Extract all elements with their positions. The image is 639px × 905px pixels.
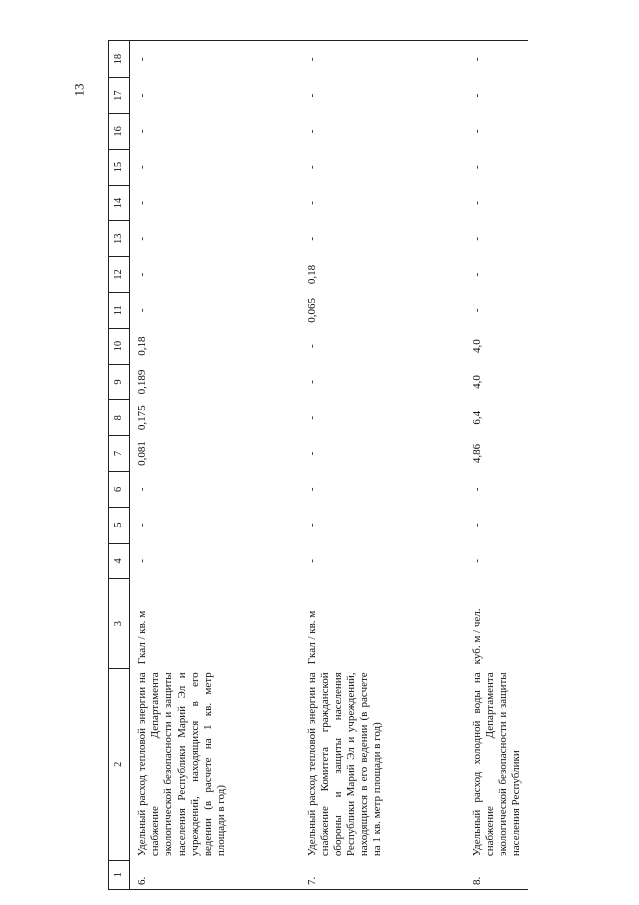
header-cell: 13 — [109, 221, 130, 257]
header-cell: 2 — [109, 668, 130, 860]
value-cell: - — [470, 308, 483, 313]
header-cell: 17 — [109, 78, 130, 114]
value-cell: - — [305, 165, 318, 169]
value-cell: - — [305, 451, 318, 456]
value-cell: - — [305, 344, 318, 348]
header-row — [109, 41, 130, 890]
header-cell: 10 — [109, 328, 130, 364]
value-cell: - — [136, 201, 148, 205]
value-cell: - — [136, 308, 148, 313]
value-cell: - — [136, 523, 148, 527]
value-cell: 4,86 — [470, 443, 483, 464]
value-cell: - — [470, 487, 483, 492]
value-cell: - — [305, 236, 318, 241]
header-cell: 3 — [109, 579, 130, 669]
row-number: 7. — [300, 860, 465, 889]
value-cell: - — [136, 93, 148, 98]
header-cell: 5 — [109, 507, 130, 543]
value-cell: - — [465, 41, 529, 78]
value-cell: - — [470, 236, 483, 241]
row-number: 8. — [465, 860, 529, 889]
unit: Гкал / кв. м — [305, 610, 318, 665]
unit: Гкал / кв. м — [136, 610, 148, 665]
value-cell: - — [470, 201, 483, 205]
value-cell: - — [305, 559, 318, 563]
value-cell: 0,18 — [305, 264, 318, 285]
value-cell: - — [136, 129, 148, 134]
value-cell: - — [305, 523, 318, 527]
value-cell: - — [136, 272, 148, 277]
header-cell: 6 — [109, 471, 130, 507]
header-cell: 4 — [109, 543, 130, 579]
value-cell: - — [305, 487, 318, 492]
value-cell: 0,175 — [136, 405, 148, 431]
value-cell: 0,081 — [136, 441, 148, 466]
header-cell: 15 — [109, 149, 130, 185]
header-cell: 18 — [109, 41, 130, 78]
value-cell: - — [136, 559, 148, 563]
value-cell: - — [305, 380, 318, 384]
header-cell: 11 — [109, 292, 130, 328]
header-cell: 14 — [109, 185, 130, 221]
value-cell: - — [130, 41, 300, 78]
indicator-name: Удельный расход тепловой энергии на снабжение Комитета гражданской обороны и защиты населения Республики Марий Эл и учреждений, находящихся в его ведении (в расчете на 1 кв. метр площади в год) — [305, 672, 384, 857]
value-cell: - — [470, 523, 483, 527]
header-cell: 7 — [109, 436, 130, 472]
indicator-name: Удельный расход тепловой энергии на снабжение Департамента экологической безопасности и защиты населения Республики Марий Эл и учреждений, находящихся в его ведении (в расчете на 1 кв. метр площади в год) — [136, 672, 228, 857]
value-cell: - — [300, 41, 465, 78]
value-cell: - — [305, 201, 318, 205]
value-cell: 6,4 — [470, 410, 483, 425]
header-cell: 1 — [109, 860, 130, 889]
value-cell: - — [136, 487, 148, 492]
rotated-table-container — [108, 40, 528, 890]
table-row — [465, 41, 529, 890]
value-cell: - — [305, 129, 318, 134]
page-number: 13 — [71, 83, 87, 97]
row-number: 6. — [130, 860, 300, 889]
value-cell: 4,0 — [470, 339, 483, 354]
value-cell: - — [470, 272, 483, 277]
header-cell: 16 — [109, 113, 130, 149]
header-cell: 9 — [109, 364, 130, 400]
indicator-table — [108, 40, 528, 890]
value-cell: - — [470, 165, 483, 169]
value-cell: 0,065 — [305, 297, 318, 323]
value-cell: 0,18 — [136, 336, 148, 356]
table-row — [130, 41, 300, 890]
header-cell: 12 — [109, 257, 130, 293]
value-cell: - — [136, 236, 148, 241]
header-cell: 8 — [109, 400, 130, 436]
unit: куб. м / чел. — [470, 608, 483, 665]
value-cell: - — [136, 165, 148, 169]
value-cell: - — [470, 93, 483, 98]
value-cell: - — [470, 559, 483, 563]
value-cell: 4,0 — [470, 375, 483, 389]
value-cell: - — [305, 93, 318, 98]
value-cell: - — [305, 415, 318, 420]
value-cell: 0,189 — [136, 369, 148, 395]
value-cell: - — [470, 129, 483, 134]
indicator-name: Удельный расход холодной воды на снабжение Департамента экологической безопасности и защиты населения Республики — [470, 672, 523, 857]
table-row — [300, 41, 465, 890]
